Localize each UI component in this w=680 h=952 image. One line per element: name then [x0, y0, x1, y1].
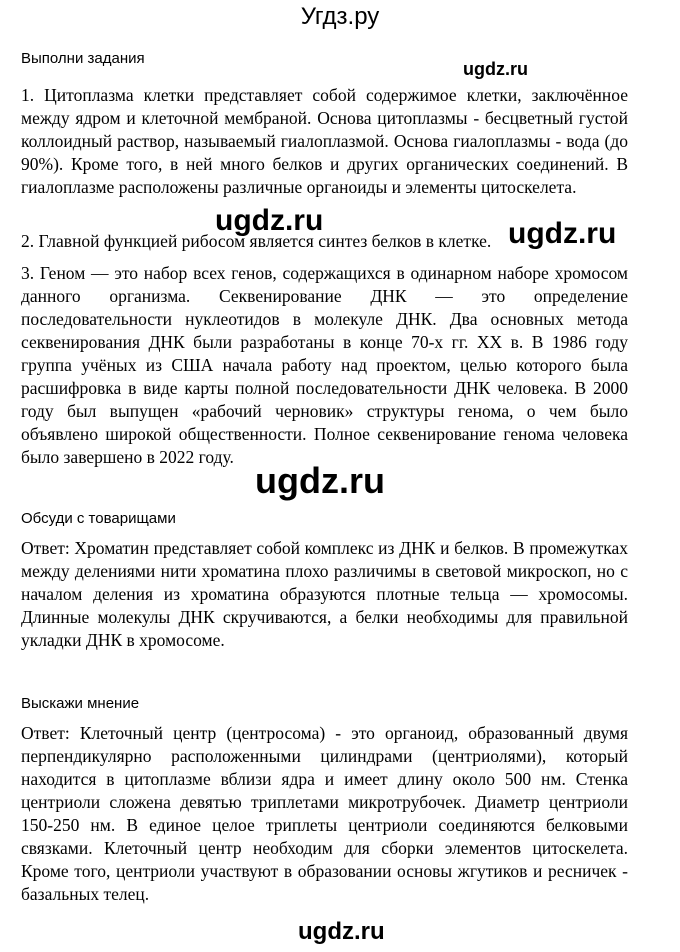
watermark-4: ugdz.ru — [255, 460, 385, 501]
section-heading-opinion: Выскажи мнение — [21, 695, 140, 712]
watermark-5: ugdz.ru — [298, 918, 385, 945]
watermark-3: ugdz.ru — [508, 217, 617, 250]
task-item-1: 1. Цитоплазма клетки представляет собой содержимое клетки, заключённое между ядром и клеточной мембраной. Основа цитоплазмы - бесцветный густой коллоидный раствор, называемый гиалоплазмой. Основа гиалоплазмы - вода (до 90%). Кроме того, в ней много белков и других органических соединений. В гиалоплазме расположены различные органоиды и элементы цитоскелета. — [21, 85, 628, 197]
opinion-answer: Ответ: Клеточный центр (центросома) - это органоид, образованный двумя перпендикулярно расположенными цилиндрами (центриолями), который находится в цитоплазме вблизи ядра и имеет длину около 500 нм. Стенка центриоли сложена девятью триплетами микротрубочек. Диаметр центриоли 150-250 нм. В единое целое триплеты центриоли соединяются белковыми связками. Клеточный центр необходим для сборки элементов цитоскелета. Кроме того, центриоли участвуют в образовании основы жгутиков и ресничек - базальных телец. — [21, 723, 628, 904]
discuss-answer: Ответ: Хроматин представляет собой комплекс из ДНК и белков. В промежутках между делениями нити хроматина плохо различимы в световой микроскоп, но с началом деления из хроматина образуются плотные тельца — хромосомы. Длинные молекулы ДНК скручиваются, а белки необходимы для правильной укладки ДНК в хромосоме. — [21, 538, 628, 650]
section-heading-discuss: Обсуди с товарищами — [21, 510, 176, 527]
task-item-3: 3. Геном — это набор всех генов, содержащихся в одинарном наборе хромосом данного организма. Секвенирование ДНК — это определение последовательности нуклеотидов в молекуле ДНК. Два основных метода секвенирования ДНК были разработаны в конце 70-х гг. XX в. В 1986 году группа учёных из США начала работу над проектом, целью которого была расшифровка в виде карты полной последовательности ДНК человека. В 2000 году был выпущен «рабочий черновик» структуры генома, о чем было объявлено широкой общественности. Полное секвенирование генома человека было завершено в 2022 году. — [21, 263, 628, 467]
section-heading-tasks: Выполни задания — [21, 50, 145, 67]
site-title: Угдз.ру — [300, 3, 380, 30]
task-item-2: 2. Главной функцией рибосом является синтез белков в клетке. — [21, 231, 492, 251]
watermark-2: ugdz.ru — [215, 204, 324, 237]
watermark-1: ugdz.ru — [463, 59, 528, 79]
